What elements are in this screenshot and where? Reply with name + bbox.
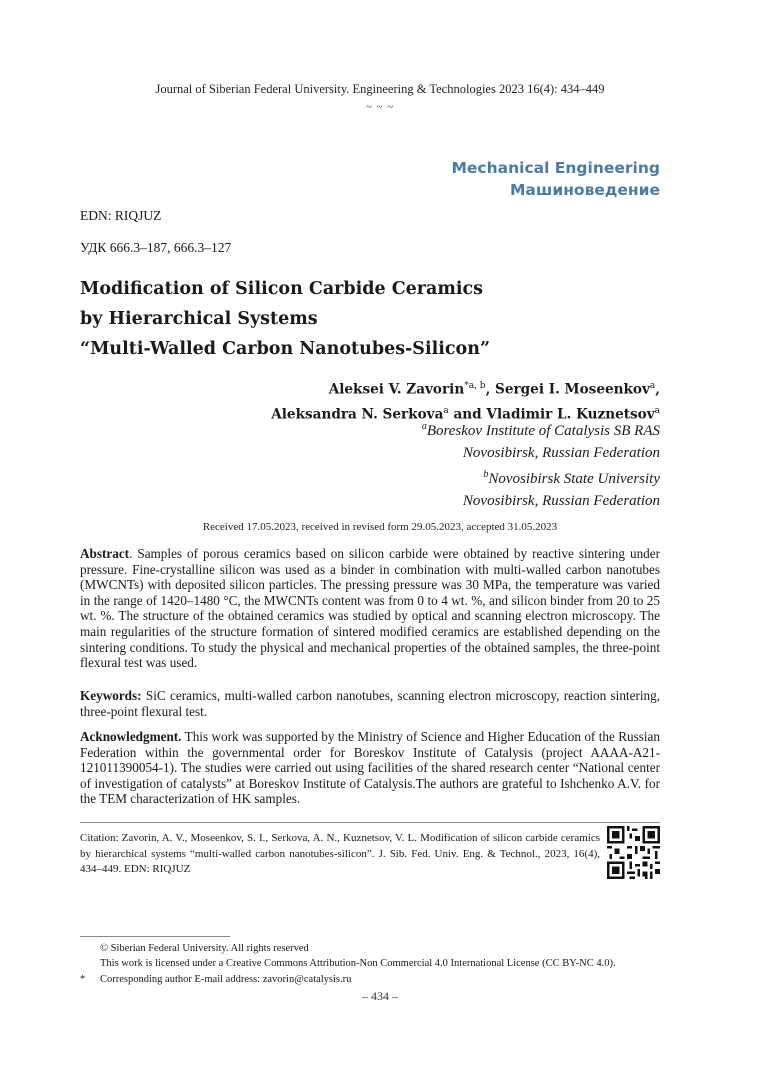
affiliation-org: Boreskov Institute of Catalysis SB RAS <box>426 423 660 439</box>
author-name: Aleksandra N. Serkova <box>271 406 444 423</box>
license-text: This work is licensed under a Creative Commons Attribution-Non Commercial 4.0 International License (CC BY-NC 4.0). <box>100 958 616 970</box>
keywords <box>80 688 660 719</box>
footnote-divider <box>80 936 230 937</box>
author-line-1: Aleksei V. Zavorin$^{*a, b}$, Sergei I. Moseenkov$^a$, <box>328 381 660 398</box>
affiliation-b <box>422 464 660 491</box>
affiliation-sup: b <box>483 469 489 480</box>
corresponding-text: Corresponding author E-mail address: zavorin@catalysis.ru <box>100 973 352 985</box>
keywords-text: SiC ceramics, multi-walled carbon nanotubes, scanning electron microscopy, reaction sintering, three-point flexural test. <box>80 688 660 719</box>
abstract <box>80 546 660 671</box>
received-dates: Received 17.05.2023, received in revised form 29.05.2023, accepted 31.05.2023 <box>202 521 558 533</box>
journal-header: Journal of Siberian Federal University. Engineering & Technologies 2023 16(4): 434–449 <box>155 82 605 96</box>
acknowledgment-label: Acknowledgment. <box>80 729 182 744</box>
affiliation-city: Novosibirsk, Russian Federation <box>462 492 660 509</box>
footnote-license <box>80 956 680 971</box>
footnote-corresponding <box>80 972 680 987</box>
footnotes <box>80 941 680 987</box>
citation: Citation: Zavorin, A. V., Moseenkov, S. I., Serkova, A. N., Kuznetsov, V. L. Modification of silicon carbide ceramics by hierarchical systems “multi-walled carbon nanotubes-silicon”. J. Sib. Fed. Univ. Eng. & Technol., 2023, 16(4), 434–449. EDN: RIQJUZ <box>80 832 600 875</box>
affiliation-city: Novosibirsk, Russian Federation <box>462 444 660 461</box>
author-affil-sup: a <box>654 405 660 416</box>
section-title-english: Mechanical Engineering <box>451 159 660 177</box>
udk-code: УДК 666.3–187, 666.3–127 <box>80 240 232 255</box>
title-line-3: “Multi-Walled Carbon Nanotubes-Silicon” <box>80 339 491 359</box>
keywords-label: Keywords: <box>80 688 142 703</box>
author-affil-sup: *a, b <box>464 381 486 391</box>
affiliation-a <box>422 416 660 443</box>
acknowledgment-text: This work was supported by the Ministry of Science and Higher Education of the Russian Federation within the governmental order for Boreskov Institute of Catalysis (project AAAA-A21-121011390054-1). The studies were carried out using facilities of the shared research center “National center of investigation of catalysts” at Boreskov Institute of Catalysis.The authors are grateful to Ishchenko A.V. for the TEM characterization of HK samples. <box>80 729 660 807</box>
author-affil-sup: a <box>649 381 656 391</box>
acknowledgment <box>80 729 660 807</box>
title-line-1: Modification of Silicon Carbide Ceramics <box>80 279 484 299</box>
author-name: Vladimir L. Kuznetsov <box>486 406 655 423</box>
citation-divider <box>80 822 660 823</box>
footnote-copyright <box>80 941 680 956</box>
author-conjunction: and <box>453 406 482 423</box>
abstract-label: Abstract <box>80 546 130 561</box>
abstract-text: . Samples of porous ceramics based on silicon carbide were obtained by reactive sintering under pressure. Fine-crystalline silicon was used as a binder in combination with multi-walled carbon nanotubes (MWCNTs) with deposited silicon particles. The pressing pressure was 30 MPa, the temperature was varied in the range of 1420–1480 °C, the MWCNTs content was from 0 to 4 wt. %, and silicon binder from 20 to 25 wt. %. The structure of the obtained ceramics was studied by optical and scanning electron microscopy. The main regularities of the structure formation of sintered modified ceramics are established depending on the sintering conditions. To study the physical and mechanical properties of the obtained samples, the three-point flexural test was used. <box>80 546 660 671</box>
copyright-text: © Siberian Federal University. All rights reserved <box>100 943 309 954</box>
affiliation-sup: a <box>421 421 427 432</box>
footnote-star: * <box>80 973 86 985</box>
qr-code-icon <box>607 826 660 879</box>
title-line-2: by Hierarchical Systems <box>80 309 318 329</box>
affiliations <box>422 416 660 512</box>
page-number: – 434 – <box>362 989 398 1003</box>
author-name: Sergei I. Moseenkov <box>495 381 650 398</box>
header-ornament: ~ ~ ~ <box>365 101 395 113</box>
affiliation-org: Novosibirsk State University <box>488 471 660 487</box>
author-affil-sup: a <box>443 405 449 416</box>
section-title-russian: Машиноведение <box>510 181 660 199</box>
author-name: Aleksei V. Zavorin <box>328 381 465 398</box>
edn-code: EDN: RIQJUZ <box>80 208 162 223</box>
article-title <box>80 274 680 364</box>
